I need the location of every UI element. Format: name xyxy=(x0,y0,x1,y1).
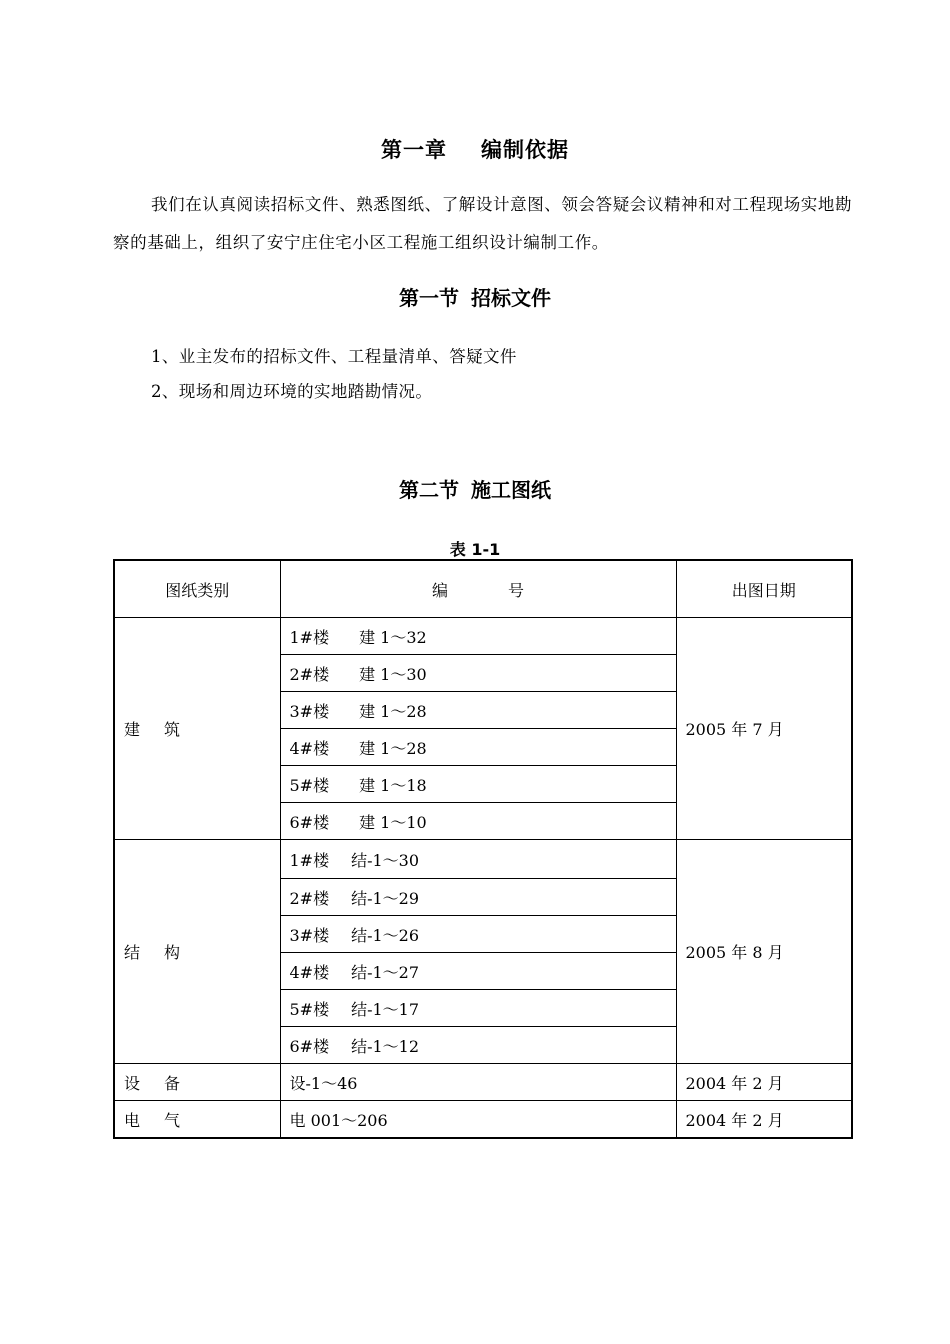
header-category: 图纸类别 xyxy=(114,560,280,618)
table-row xyxy=(114,618,852,655)
drawing-number-cell: 3#楼 建 1～28 xyxy=(280,692,676,729)
drawing-number-cell: 2#楼 建 1～30 xyxy=(280,655,676,692)
drawing-number-cell: 电 001～206 xyxy=(280,1101,676,1139)
header-number: 编 号 xyxy=(280,560,676,618)
drawing-number-cell: 1#楼 结-1～30 xyxy=(280,840,676,879)
table-row xyxy=(114,1101,852,1139)
date-cell: 2004 年 2 月 xyxy=(676,1064,852,1101)
category-cell: 结 构 xyxy=(114,840,280,1064)
drawing-number-cell: 4#楼 建 1～28 xyxy=(280,729,676,766)
chapter-title: 编制依据 xyxy=(481,138,569,162)
section2-heading xyxy=(0,474,950,503)
chapter-label: 第一章 xyxy=(381,138,447,162)
header-date: 出图日期 xyxy=(676,560,852,618)
drawing-number-cell: 6#楼 结-1～12 xyxy=(280,1027,676,1064)
table-header-row xyxy=(114,560,852,618)
drawing-number-cell: 3#楼 结-1～26 xyxy=(280,916,676,953)
drawings-table xyxy=(113,559,853,1139)
drawing-number-cell: 5#楼 建 1～18 xyxy=(280,766,676,803)
drawing-number-cell: 2#楼 结-1～29 xyxy=(280,879,676,916)
category-cell: 设 备 xyxy=(114,1064,280,1101)
section1-heading xyxy=(0,282,950,311)
drawing-number-cell: 6#楼 建 1～10 xyxy=(280,803,676,840)
category-cell: 电 气 xyxy=(114,1101,280,1139)
category-cell: 建 筑 xyxy=(114,618,280,840)
drawing-number-cell: 4#楼 结-1～27 xyxy=(280,953,676,990)
list-item: 1、业主发布的招标文件、工程量清单、答疑文件 xyxy=(151,347,517,366)
table-row xyxy=(114,840,852,879)
drawing-number-cell: 5#楼 结-1～17 xyxy=(280,990,676,1027)
chapter-heading xyxy=(0,134,950,164)
section2-label: 第二节 xyxy=(399,478,459,502)
drawing-number-cell: 1#楼 建 1～32 xyxy=(280,618,676,655)
date-cell: 2005 年 8 月 xyxy=(676,840,852,1064)
intro-paragraph: 我们在认真阅读招标文件、熟悉图纸、了解设计意图、领会答疑会议精神和对工程现场实地勘察的基础上，组织了安宁庄住宅小区工程施工组织设计编制工作。 xyxy=(113,195,853,252)
list-item: 2、现场和周边环境的实地踏勘情况。 xyxy=(151,382,433,401)
section2-title: 施工图纸 xyxy=(471,478,551,502)
section1-label: 第一节 xyxy=(399,286,459,310)
date-cell: 2004 年 2 月 xyxy=(676,1101,852,1139)
date-cell: 2005 年 7 月 xyxy=(676,618,852,840)
table-row xyxy=(114,1064,852,1101)
section1-title: 招标文件 xyxy=(471,286,551,310)
table-caption: 表 1-1 xyxy=(449,540,501,559)
drawing-number-cell: 设-1～46 xyxy=(280,1064,676,1101)
